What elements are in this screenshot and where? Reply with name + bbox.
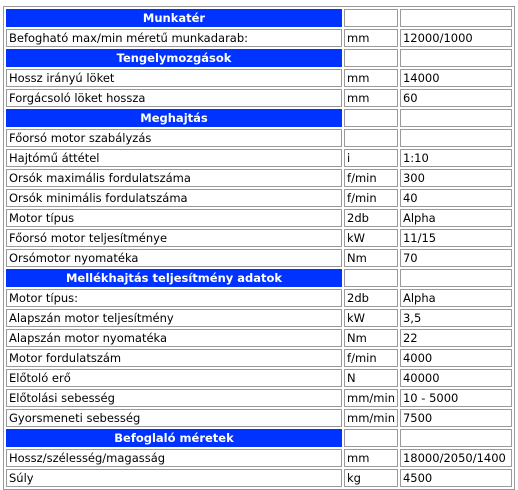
table-row	[6, 249, 512, 267]
row-value: 1:10	[400, 149, 512, 167]
row-value: 60	[400, 89, 512, 107]
row-value: 300	[400, 169, 512, 187]
row-label: Hajtómű áttétel	[6, 149, 342, 167]
section-header-row	[6, 9, 512, 27]
row-value: 11/15	[400, 229, 512, 247]
row-label: Alapszán motor teljesítmény	[6, 309, 342, 327]
row-value: 4000	[400, 349, 512, 367]
row-unit: mm/min	[344, 389, 398, 407]
table-row	[6, 309, 512, 327]
section-title: Tengelymozgások	[6, 49, 342, 67]
section-header-blank-cell	[400, 109, 512, 127]
row-unit: kW	[344, 229, 398, 247]
table-row	[6, 369, 512, 387]
section-header-blank-cell	[400, 49, 512, 67]
spec-table	[3, 6, 515, 490]
section-title: Munkatér	[6, 9, 342, 27]
table-row	[6, 409, 512, 427]
row-value: 14000	[400, 69, 512, 87]
row-label: Alapszán motor nyomatéka	[6, 329, 342, 347]
row-label: Motor típus	[6, 209, 342, 227]
row-value: 10 - 5000	[400, 389, 512, 407]
table-row	[6, 469, 512, 487]
row-label: Orsók minimális fordulatszáma	[6, 189, 342, 207]
row-value: 40000	[400, 369, 512, 387]
row-unit: 2db	[344, 209, 398, 227]
section-header-row	[6, 49, 512, 67]
row-label: Gyorsmeneti sebesség	[6, 409, 342, 427]
section-header-blank-cell	[344, 269, 398, 287]
row-unit: mm	[344, 29, 398, 47]
row-value: 7500	[400, 409, 512, 427]
section-header-blank-cell	[400, 429, 512, 447]
row-label: Főorsó motor szabályzás	[6, 129, 342, 147]
row-value: Alpha	[400, 209, 512, 227]
row-label: Hossz/szélesség/magasság	[6, 449, 342, 467]
row-value: Alpha	[400, 289, 512, 307]
table-row	[6, 389, 512, 407]
row-unit: kW	[344, 309, 398, 327]
row-unit: kg	[344, 469, 398, 487]
row-value: 22	[400, 329, 512, 347]
table-row	[6, 449, 512, 467]
section-header-row	[6, 109, 512, 127]
section-header-blank-cell	[400, 269, 512, 287]
row-label: Motor fordulatszám	[6, 349, 342, 367]
table-row	[6, 189, 512, 207]
table-row	[6, 29, 512, 47]
row-value: 3,5	[400, 309, 512, 327]
section-header-blank-cell	[344, 429, 398, 447]
row-unit: mm	[344, 69, 398, 87]
section-header-blank-cell	[344, 49, 398, 67]
row-unit: N	[344, 369, 398, 387]
row-label: Orsómotor nyomatéka	[6, 249, 342, 267]
section-header-blank-cell	[344, 9, 398, 27]
row-value: 4500	[400, 469, 512, 487]
section-header-row	[6, 429, 512, 447]
row-label: Előtolási sebesség	[6, 389, 342, 407]
table-row	[6, 209, 512, 227]
row-unit: mm	[344, 89, 398, 107]
table-row	[6, 289, 512, 307]
row-label: Forgácsoló löket hossza	[6, 89, 342, 107]
section-header-blank-cell	[344, 109, 398, 127]
row-label: Előtoló erő	[6, 369, 342, 387]
row-unit: mm/min	[344, 409, 398, 427]
row-unit: f/min	[344, 189, 398, 207]
table-row	[6, 169, 512, 187]
table-row	[6, 89, 512, 107]
section-title: Mellékhajtás teljesítmény adatok	[6, 269, 342, 287]
table-row	[6, 349, 512, 367]
section-title: Befoglaló méretek	[6, 429, 342, 447]
row-label: Motor típus:	[6, 289, 342, 307]
row-label: Súly	[6, 469, 342, 487]
row-unit: 2db	[344, 289, 398, 307]
row-unit: f/min	[344, 169, 398, 187]
table-row	[6, 229, 512, 247]
row-label: Befogható max/min méretű munkadarab:	[6, 29, 342, 47]
row-unit: Nm	[344, 249, 398, 267]
row-value: 12000/1000	[400, 29, 512, 47]
section-title: Meghajtás	[6, 109, 342, 127]
row-unit	[344, 129, 398, 147]
section-header-row	[6, 269, 512, 287]
table-row	[6, 149, 512, 167]
row-unit: f/min	[344, 349, 398, 367]
row-unit: mm	[344, 449, 398, 467]
row-unit: Nm	[344, 329, 398, 347]
row-unit: i	[344, 149, 398, 167]
row-label: Orsók maximális fordulatszáma	[6, 169, 342, 187]
row-value: 18000/2050/1400	[400, 449, 512, 467]
row-value: 70	[400, 249, 512, 267]
spec-table-body	[6, 9, 512, 487]
section-header-blank-cell	[400, 9, 512, 27]
table-row	[6, 69, 512, 87]
row-value: 40	[400, 189, 512, 207]
table-row	[6, 129, 512, 147]
row-value	[400, 129, 512, 147]
table-row	[6, 329, 512, 347]
row-label: Főorsó motor teljesítménye	[6, 229, 342, 247]
row-label: Hossz irányú löket	[6, 69, 342, 87]
